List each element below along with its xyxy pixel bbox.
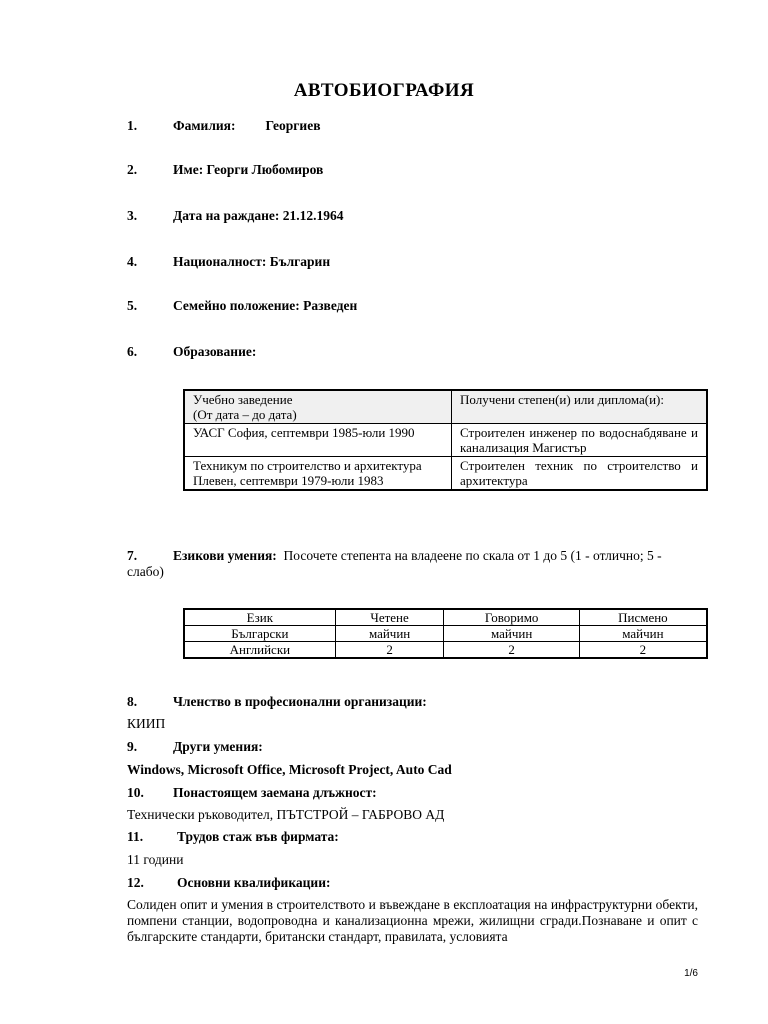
memberships-value: КИИП <box>127 716 166 731</box>
item-number: 1. <box>127 118 138 133</box>
item-number: 11. <box>127 829 144 844</box>
degree-cell: Строителен техник по строителство и архитектура <box>452 457 708 491</box>
item-name <box>127 162 323 178</box>
language-table <box>183 608 708 659</box>
item-number: 8. <box>127 694 138 709</box>
item-number: 10. <box>127 785 144 800</box>
item-memberships <box>127 694 427 710</box>
header-institution <box>184 390 452 424</box>
other-skills-value: Windows, Microsoft Office, Microsoft Project, Auto Cad <box>127 762 452 777</box>
item-education <box>127 344 256 360</box>
education-label: Образование: <box>173 344 257 359</box>
language-skills-instructions: Посочете степента на владеене по скала от 1 до 5 (1 - отлично; 5 - <box>283 548 662 563</box>
qualifications-value: Солиден опит и умения в строителството и въвеждане в експлоатация на инфраструктурни обекти, помпени станции, водопроводна и канализационна мрежи, жилищни сгради.Познаване и опит с българските стандарти, британски стандарт, правилата, условията <box>127 897 698 944</box>
language-skills-label: Езикови умения: <box>173 548 277 563</box>
nationality-text: Националност: Българин <box>173 254 331 269</box>
current-position-label: Понастоящем заемана длъжност: <box>173 785 377 800</box>
writing-cell: 2 <box>579 642 707 659</box>
language-skills-instructions-cont: слабо) <box>127 564 164 579</box>
header-degree: Получени степен(и) или диплома(и): <box>452 390 708 424</box>
degree-cell: Строителен инженер по водоснабдяване и канализация Магистър <box>452 424 708 457</box>
header-writing: Писмено <box>579 609 707 626</box>
qualifications-label: Основни квалификации: <box>177 875 331 890</box>
page-number: 1/6 <box>684 968 698 979</box>
item-qualifications <box>127 875 330 891</box>
speaking-cell: майчин <box>444 626 579 642</box>
item-nationality <box>127 254 330 270</box>
item-number: 9. <box>127 739 138 754</box>
speaking-cell: 2 <box>444 642 579 659</box>
item-birthdate <box>127 208 344 224</box>
language-table-header <box>184 609 707 626</box>
language-cell: Английски <box>184 642 335 659</box>
item-number: 7. <box>127 548 138 563</box>
institution-cell: Техникум по строителство и архитектура Плевен, септември 1979-юли 1983 <box>184 457 452 491</box>
reading-cell: майчин <box>335 626 444 642</box>
current-position-value: Технически ръководител, ПЪТСТРОЙ – ГАБРОВО АД <box>127 807 445 822</box>
table-row <box>184 642 707 659</box>
item-surname <box>127 118 321 134</box>
header-language: Език <box>184 609 335 626</box>
work-experience-value: 11 години <box>127 852 184 867</box>
header-institution-line2: (От дата – до дата) <box>193 407 297 422</box>
birthdate-text: Дата на раждане: 21.12.1964 <box>173 208 344 223</box>
surname-label: Фамилия: <box>173 118 236 133</box>
page-title: АВТОБИОГРАФИЯ <box>293 80 475 101</box>
item-number: 6. <box>127 344 138 359</box>
item-number: 4. <box>127 254 138 269</box>
institution-cell: УАСГ София, септември 1985-юли 1990 <box>184 424 452 457</box>
education-table <box>183 389 708 491</box>
item-other-skills <box>127 739 263 755</box>
other-skills-label: Други умения: <box>173 739 263 754</box>
memberships-label: Членство в професионални организации: <box>173 694 427 709</box>
language-cell: Български <box>184 626 335 642</box>
item-number: 5. <box>127 298 138 313</box>
education-table-header <box>184 390 707 424</box>
table-row <box>184 457 707 491</box>
surname-value: Георгиев <box>265 118 321 133</box>
item-current-position <box>127 785 377 801</box>
item-marital-status <box>127 298 357 314</box>
item-work-experience <box>127 829 339 845</box>
item-number: 12. <box>127 875 144 890</box>
writing-cell: майчин <box>579 626 707 642</box>
work-experience-label: Трудов стаж във фирмата: <box>177 829 339 844</box>
item-language-skills <box>127 548 698 580</box>
name-text: Име: Георги Любомиров <box>173 162 324 177</box>
header-speaking: Говоримо <box>444 609 579 626</box>
header-institution-line1: Учебно заведение <box>193 392 293 407</box>
table-row <box>184 424 707 457</box>
item-number: 2. <box>127 162 138 177</box>
marital-status-text: Семейно положение: Разведен <box>173 298 358 313</box>
header-reading: Четене <box>335 609 444 626</box>
reading-cell: 2 <box>335 642 444 659</box>
table-row <box>184 626 707 642</box>
item-number: 3. <box>127 208 138 223</box>
